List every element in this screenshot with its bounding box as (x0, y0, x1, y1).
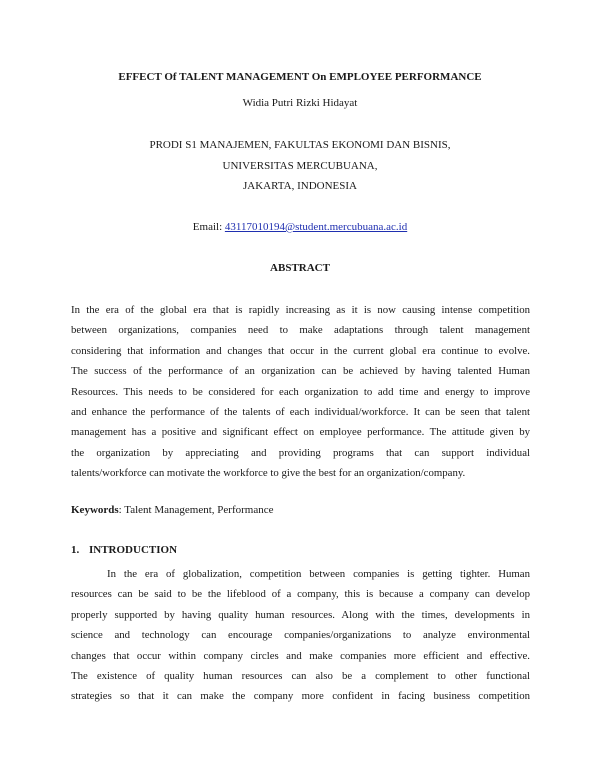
affiliation-line: UNIVERSITAS MERCUBUANA, (222, 160, 378, 172)
abstract-line: talents/workforce can motivate the workforce to give the best for an organization/company. (71, 467, 466, 480)
body-line: changes that occur within company circles and make companies more efficient and effective. (71, 649, 530, 662)
body-line: properly supported by having quality human resources. Along with the times, developments in (71, 608, 530, 621)
abstract-body (71, 300, 530, 484)
keywords-line (71, 504, 273, 516)
body-line: The existence of quality human resources can also be a complement to other functional (71, 670, 530, 683)
section-heading (71, 544, 177, 556)
abstract-line: between organizations, companies need to make adaptations through talent management (71, 324, 530, 337)
abstract-line: the organization by appreciating and providing programs that can support individual (71, 446, 530, 459)
body-line: strategies so that it can make the company more confident in facing business competition (71, 690, 530, 703)
section-body (71, 564, 530, 707)
abstract-heading: ABSTRACT (270, 262, 330, 274)
author-name: Widia Putri Rizki Hidayat (242, 97, 358, 109)
body-line: science and technology can encourage companies/organizations to analyze environmental (71, 629, 530, 642)
affiliation-line: JAKARTA, INDONESIA (243, 180, 357, 192)
section-title: INTRODUCTION (89, 544, 178, 556)
abstract-line: considering that information and changes that occur in the current global era continue to evolve. (71, 344, 530, 357)
email-label: Email: (192, 221, 225, 233)
email-line (0, 221, 600, 233)
body-line: resources can be said to be the lifeblood of a company, this is because a company can develop (71, 588, 530, 601)
email-link[interactable]: 43117010194@student.mercubuana.ac.id (224, 221, 408, 233)
paper-title: EFFECT Of TALENT MANAGEMENT On EMPLOYEE PERFORMANCE (118, 71, 482, 83)
affiliation-line: PRODI S1 MANAJEMEN, FAKULTAS EKONOMI DAN BISNIS, (149, 139, 451, 151)
abstract-line: and enhance the performance of the talents of each individual/workforce. It can be seen that talent (71, 406, 530, 419)
section-number: 1. (71, 544, 80, 556)
abstract-line: management has a positive and significant effect on employee performance. The attitude given by (71, 426, 530, 439)
body-line: In the era of globalization, competition between companies is getting tighter. Human (107, 568, 530, 580)
keywords-text: : Talent Management, Performance (118, 504, 274, 516)
abstract-line: Resources. This needs to be considered for each organization to add time and energy to improve (71, 385, 530, 398)
abstract-line: The success of the performance of an organization can be achieved by having talented Human (71, 365, 530, 378)
abstract-line: In the era of the global era that is rapidly increasing as it is now causing intense competition (71, 304, 530, 316)
keywords-label: Keywords (71, 504, 119, 516)
